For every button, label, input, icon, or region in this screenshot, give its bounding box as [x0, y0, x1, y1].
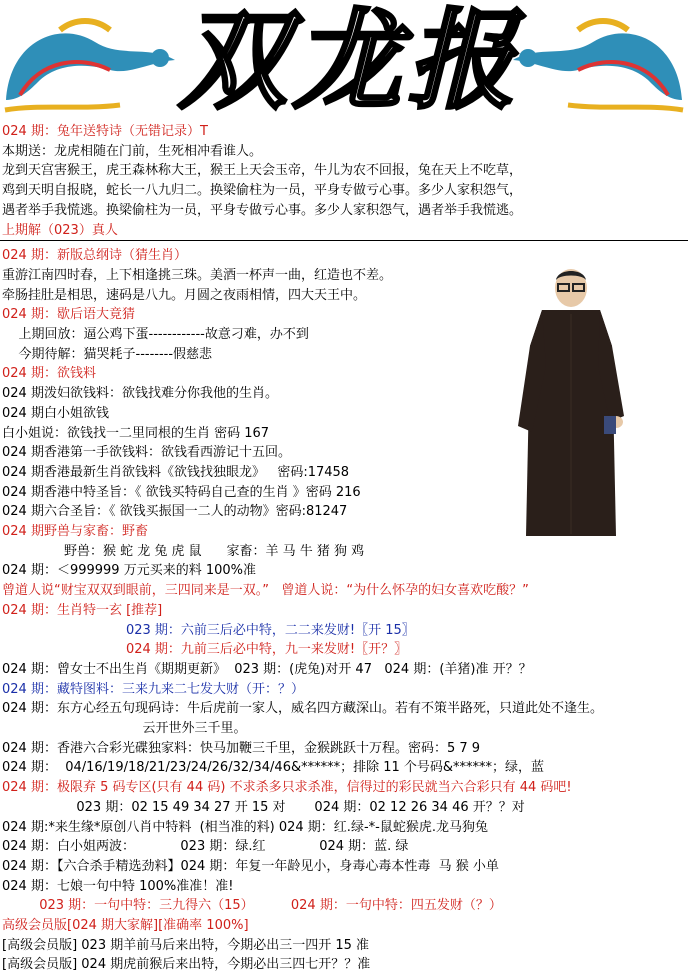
text-line: 024 期：九前三后必中特，九一来发财!〖开？〗 — [2, 642, 408, 658]
text-line: 024 期：七娘一句中特 100%准准！准! — [2, 878, 234, 894]
text-line: 024 期:*来生缘*原创八肖中特料 (相当准的料) 024 期：红.绿-*-鼠蛇猴虎.龙马狗兔 — [2, 819, 488, 835]
text-line: [高级会员版] 024 期虎前猴后来出特，今期必出三四七开？？准 — [2, 957, 371, 973]
text-line: 023 期：02 15 49 34 27 开 15 对 024 期：02 12 26 34 46 开？？对 — [2, 799, 525, 815]
right-dragon-icon — [513, 21, 683, 110]
text-line: 024 期：极限弃 5 码专区(只有 44 码) 不求杀多只求杀准，信得过的彩民就当六合彩只有 44 码吧! — [2, 780, 572, 796]
text-line: 024 期：香港六合彩光碟独家料：快马加鞭三千里，金猴跳跃十万程。密码：5 7 9 — [2, 740, 481, 756]
text-line: 鸡到天明自报晓，蛇长一八九归二。换梁偷柱为一员，平身专做亏心事。多少人家积怨气， — [2, 183, 523, 199]
text-line: 上期解（023）真人 — [2, 222, 118, 238]
text-line: 024 期：东方心经五句现码诗：牛后虎前一家人，威名四方藏深山。若有不策半路死，只道此处不逢生。 — [2, 701, 603, 717]
text-line: 白小姐说：欲钱找一二里同根的生肖 密码 167 — [2, 425, 270, 441]
text-line: 龙到天宫害猴王，虎王森林称大王，猴王上天会玉帝，牛儿为农不回报，兔在天上不吃草， — [2, 163, 523, 179]
text-line: 本期送：龙虎相随在门前，生死相冲看谁人。 — [2, 143, 263, 159]
text-line: 024 期：藏特图料：三来九来二七发大财（开：？） — [2, 681, 304, 697]
left-dragon-icon — [5, 21, 175, 110]
text-line: 024 期：白小姐两波： 023 期：绿.红 024 期：蓝. 绿 — [2, 839, 409, 855]
masthead — [0, 0, 688, 122]
text-line: 024 期白小姐欲钱 — [2, 405, 109, 421]
text-line: 024 期：歇后语大竟猜 — [2, 307, 135, 323]
text-line: 牵肠挂肚是相思，速码是八九。月圆之夜雨相情，四大天王中。 — [2, 287, 367, 303]
text-line: 024 期香港中特圣旨：《 欲钱买特码自己查的生肖 》密码 216 — [2, 484, 361, 500]
text-line: 024 期：曾女士不出生肖《期期更新》 023 期：(虎兔)对开 47 024 期：(羊猪)准 开？？ — [2, 661, 532, 677]
text-line: 高级会员版[024 期大家解][准确率 100%] — [2, 918, 249, 933]
text-line: 023 期：一句中特：三九得六（15） 024 期：一句中特：四五发财（？） — [2, 898, 502, 914]
text-line: 024 期：兔年送特诗（无错记录）T — [2, 124, 208, 139]
text-line: 024 期香港最新生肖欲钱料《欲钱找独眼龙》 密码:17458 — [2, 464, 350, 480]
text-line: 上期回放：逼公鸡下蛋------------故意刁难，办不到 — [2, 327, 309, 342]
man-portrait-icon — [512, 266, 630, 538]
text-line: 024 期六合圣旨：《 欲钱买振国一二人的动物》密码:81247 — [2, 504, 348, 520]
text-line: 024 期：新版总纲诗（猜生肖） — [2, 248, 187, 264]
text-line: 024 期香港第一手欲钱料：欲钱看西游记十五回。 — [2, 445, 291, 461]
text-line: 曾道人说“财宝双双到眼前，三四同来是一双。” 曾道人说：“为什么怀孕的妇女喜欢吃酸？” — [2, 583, 529, 599]
text-line: 023 期：六前三后必中特，二二来发财!〖开 15〗 — [2, 622, 415, 638]
text-line: 024 期：【六合杀手精选劲料】024 期：年复一年龄见小，身毒心毒本性毒 马 猴 小单 — [2, 858, 499, 874]
text-line: 024 期： 04/16/19/18/21/23/24/26/32/34/46&******；排除 11 个号码&******；绿，蓝 — [2, 760, 545, 776]
divider — [0, 240, 688, 241]
text-line: 重游江南四时春，上下相逢挑三珠。美酒一杯声一曲，红造也不差。 — [2, 267, 393, 283]
page-title: 双龙报 — [178, 0, 521, 124]
text-line: 024 期：生肖特一玄 [推荐] — [2, 602, 163, 618]
text-line: 024 期：＜999999 万元买来的料 100%准 — [2, 563, 257, 579]
text-line: 今期待解：猫哭耗子--------假慈悲 — [2, 346, 213, 362]
text-line: 云开世外三千里。 — [2, 721, 247, 736]
text-line: 024 期野兽与家畜：野畜 — [2, 524, 148, 539]
text-line: 024 期：欲钱料 — [2, 366, 96, 382]
text-line: 野兽：猴 蛇 龙 兔 虎 鼠 家畜：羊 马 牛 猪 狗 鸡 — [2, 543, 365, 559]
text-line: [高级会员版] 023 期羊前马后来出特，今期必出三一四开 15 准 — [2, 937, 370, 953]
text-line: 遇者举手我慌逃。换梁偷柱为一员，平身专做亏心事。多少人家积怨气，遇者举手我慌逃。 — [2, 202, 523, 218]
text-line: 024 期泼妇欲钱料：欲钱找难分你我他的生肖。 — [2, 386, 278, 402]
